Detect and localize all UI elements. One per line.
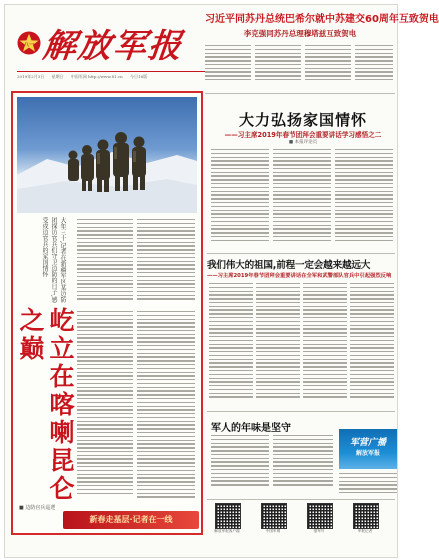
story-three-headline[interactable]: 我们伟大的祖国,前程一定会越来越远大	[207, 260, 371, 271]
issue-website: 中国军网 http://www.81.cn	[70, 74, 123, 79]
top-divider	[205, 93, 395, 94]
lead-story-caption: ■ 边防官兵巡逻	[19, 505, 56, 511]
top-subheadline[interactable]: 李克强同苏丹总理穆塔兹互致贺电	[243, 29, 357, 38]
lead-story-body-col4	[137, 311, 195, 505]
qr-code-icon[interactable]	[353, 503, 379, 529]
qr-code-label: 解放军报客户端	[214, 529, 240, 533]
story-two-byline: ■ 本报评论员	[288, 140, 318, 145]
lead-story[interactable]	[11, 91, 203, 535]
story-three-divider	[207, 411, 395, 412]
story-two-body-col3	[335, 149, 393, 249]
story-two-headline[interactable]: 大力弘扬家国情怀	[238, 111, 367, 129]
story-two-subheadline[interactable]: ——习主席2019年春节团拜会重要讲话学习感悟之二	[224, 131, 382, 139]
newspaper-page	[4, 4, 439, 558]
radio-ad[interactable]	[339, 429, 397, 469]
lead-story-body-col2	[137, 219, 195, 305]
right-sidebar-text	[339, 473, 397, 497]
footer-divider	[207, 499, 395, 500]
story-four-headline[interactable]: 军人的年味是坚守	[211, 423, 291, 434]
issue-weekday: 星期日	[51, 74, 64, 79]
qr-code-label: 军报记者	[357, 529, 373, 533]
radio-ad-text: 解放军报	[355, 450, 380, 457]
issue-pages: 今日16版	[130, 74, 148, 79]
story-two-divider	[207, 253, 395, 254]
masthead	[11, 9, 201, 85]
svg-text:八一: 八一	[23, 42, 35, 48]
qr-code-icon[interactable]	[307, 503, 333, 529]
story-three-subheadline[interactable]: ——习主席2019年春节团拜会重要讲话在全军和武警部队官兵中引起强烈反响	[207, 273, 392, 279]
top-story-body-text	[205, 45, 251, 89]
story-three-body-col1	[209, 283, 253, 407]
top-story-body-text-col2	[255, 45, 301, 89]
army-emblem-icon	[17, 31, 41, 55]
qr-code-icon[interactable]	[261, 503, 287, 529]
lead-story-photo[interactable]	[17, 97, 197, 213]
radio-ad-title: 军营广播	[349, 438, 386, 448]
soldiers-patrol-image	[17, 97, 197, 213]
lead-story-body-col1	[77, 219, 133, 305]
top-headline[interactable]: 习近平同苏丹总统巴希尔就中苏建交60周年互致贺电	[205, 14, 439, 25]
qr-code-icon[interactable]	[215, 503, 241, 529]
lead-story-body-col3	[77, 311, 133, 501]
issue-bar	[17, 71, 205, 82]
qr-code-label: 强军号	[313, 529, 325, 533]
lead-story-title[interactable]: 屹立在喀喇昆仑之巅	[16, 307, 75, 503]
top-story-body-text-col3	[305, 45, 351, 89]
qr-code-label: 中国军网	[265, 529, 281, 533]
top-story-body-text-col4	[355, 45, 393, 89]
lead-story-deck: 大年三十,记者在新疆军区某边防团探访官兵们守卫边防的日子,感受戍边官兵的家国情怀	[41, 217, 66, 303]
story-two-body-col2	[273, 149, 331, 249]
story-three-body-col3	[303, 283, 347, 407]
story-three-body-col4	[350, 283, 394, 407]
story-four-body-col1	[211, 435, 269, 493]
lead-story-banner[interactable]: 新春走基层·记者在一线	[63, 511, 199, 529]
masthead-title: 解放军报	[41, 26, 186, 65]
issue-date: 2019年2月3日	[17, 74, 45, 79]
story-three-body-col2	[256, 283, 300, 407]
story-four-body-col2	[273, 435, 333, 493]
story-two-body-col1	[211, 149, 269, 249]
